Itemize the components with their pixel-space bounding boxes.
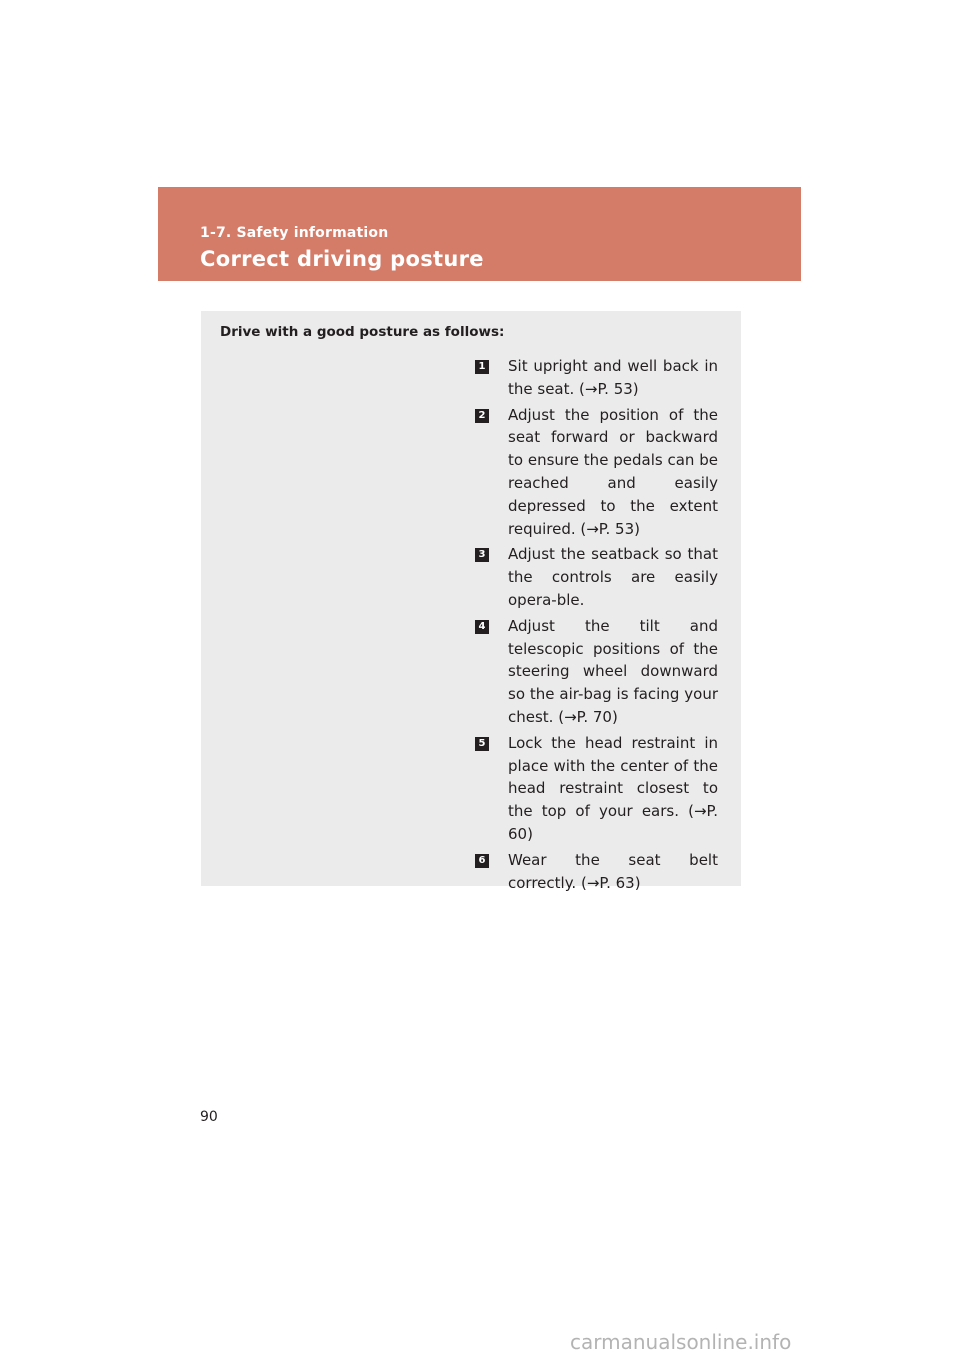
step-text: Sit upright and well back in the seat. (→P. 53) [508,357,718,398]
step-item [475,543,718,611]
step-number-badge: 5 [475,737,489,751]
step-item [475,404,718,541]
site-watermark: carmanualsonline.info [570,1330,792,1354]
step-item [475,355,718,401]
step-number-badge: 1 [475,360,489,374]
page-number: 90 [200,1109,218,1125]
step-text: Wear the seat belt correctly. (→P. 63) [508,850,718,892]
step-number-badge: 2 [475,409,489,423]
step-number-badge: 6 [475,854,489,868]
step-text: Adjust the tilt and telescopic positions of the steering wheel downward so the air-bag is facing your chest. (→P. 70) [508,616,718,726]
header-band [158,187,801,281]
step-number-badge: 4 [475,620,489,634]
page-title: Correct driving posture [200,247,484,271]
intro-text: Drive with a good posture as follows: [220,324,505,340]
content-panel [201,311,741,892]
step-number-badge: 3 [475,548,489,562]
step-text: Adjust the seatback so that the controls are easily opera-ble. [508,545,718,609]
section-label: 1-7. Safety information [200,225,389,241]
step-item [475,849,718,895]
step-text: Lock the head restraint in place with the center of the head restraint closest to the top of your ears. (→P. 60) [508,733,718,843]
steps-list [475,355,718,897]
step-item [475,615,718,729]
step-text: Adjust the position of the seat forward or backward to ensure the pedals can be reached and easily depressed to the extent required. (→P. 53) [508,405,718,538]
step-item [475,732,718,846]
